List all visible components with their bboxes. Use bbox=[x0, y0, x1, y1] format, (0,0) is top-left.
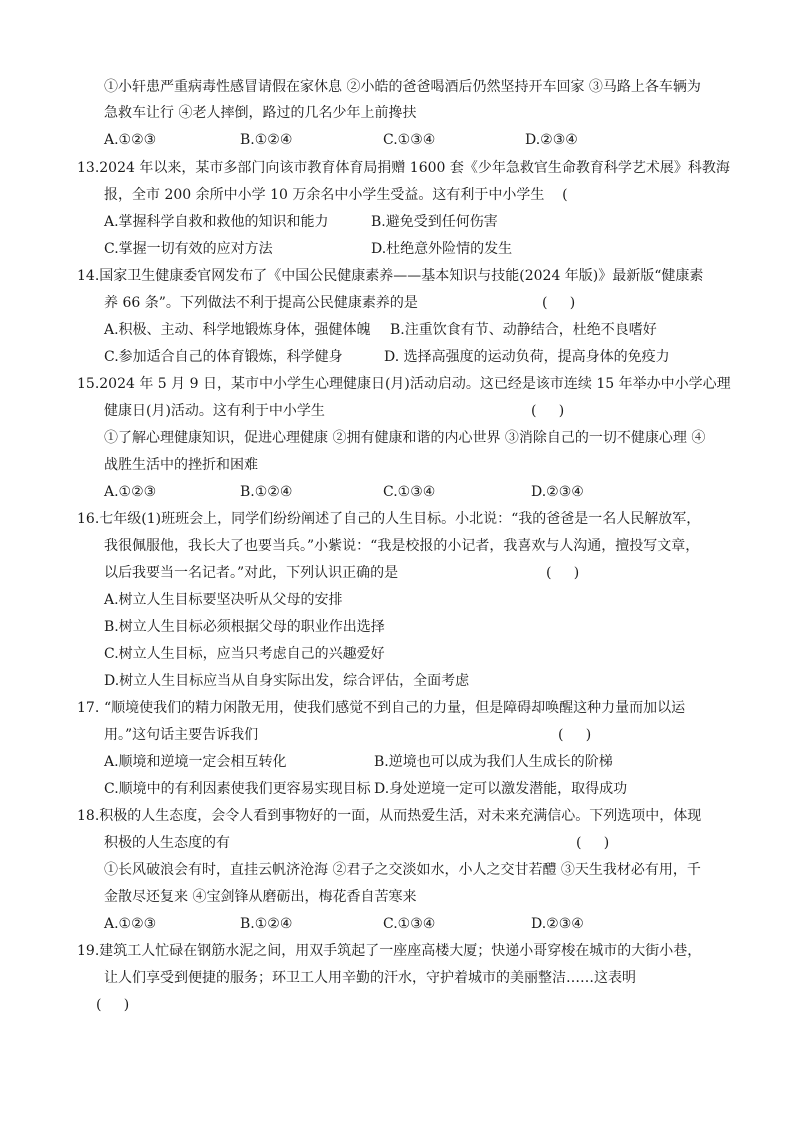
q15-stem-line2: 健康日(月)活动。这有利于中小学生 bbox=[104, 403, 325, 419]
q18-option-c: C.①③④ bbox=[383, 916, 436, 932]
q14-option-a: A.积极、主动、科学地锻炼身体，强健体魄 bbox=[104, 322, 371, 338]
q13-stem-line2: 报，全市 200 余所中小学 10 万余名中小学生受益。这有利于中小学生 ( bbox=[104, 187, 568, 203]
q17-option-b: B.逆境也可以成为我们人生成长的阶梯 bbox=[374, 754, 613, 770]
q18-content-line1: ①长风破浪会有时，直挂云帆济沧海 ②君子之交淡如水，小人之交甘若醴 ③天生我材必有用，千 bbox=[104, 862, 701, 878]
q14-stem-line2: 养 66 条”。下列做法不利于提高公民健康素养的是 bbox=[104, 295, 418, 311]
q15-content-line1: ①了解心理健康知识，促进心理健康 ②拥有健康和谐的内心世界 ③消除自己的一切不健康心理 ④ bbox=[104, 430, 706, 446]
q12-content-line2: 急救车让行 ④老人摔倒，路过的几名少年上前搀扶 bbox=[104, 105, 417, 121]
q13-option-a: A.掌握科学自救和救他的知识和能力 bbox=[104, 214, 329, 230]
q14-option-d: D. 选择高强度的运动负荷，提高身体的免疫力 bbox=[384, 349, 670, 365]
q16-option-a: A.树立人生目标要坚决听从父母的安排 bbox=[104, 592, 343, 608]
q14-stem-line1: 14.国家卫生健康委官网发布了《中国公民健康素养——基本知识与技能(2024 年版)》最新版“健康素 bbox=[77, 268, 704, 284]
q19-stem-line1: 19.建筑工人忙碌在钢筋水泥之间，用双手筑起了一座座高楼大厦；快递小哥穿梭在城市的大街小巷， bbox=[77, 943, 702, 959]
q18-stem-line1: 18.积极的人生态度，会令人看到事物好的一面，从而热爱生活，对未来充满信心。下列选项中，体现 bbox=[77, 808, 702, 824]
q15-option-d: D.②③④ bbox=[531, 484, 584, 500]
q18-option-a: A.①②③ bbox=[104, 916, 157, 932]
q12-option-d: D.②③④ bbox=[525, 132, 578, 148]
q15-answer-paren: ( ) bbox=[531, 403, 565, 419]
q15-option-a: A.①②③ bbox=[104, 484, 157, 500]
q14-option-c: C.参加适合自己的体育锻炼，科学健身 bbox=[104, 349, 343, 365]
q18-option-b: B.①②④ bbox=[240, 916, 293, 932]
q13-option-b: B.避免受到任何伤害 bbox=[371, 214, 498, 230]
q18-option-d: D.②③④ bbox=[531, 916, 584, 932]
q17-number: 17. bbox=[77, 700, 100, 716]
q17-option-c: C.顺境中的有利因素使我们更容易实现目标 bbox=[104, 781, 371, 797]
q18-answer-paren: ( ) bbox=[576, 835, 610, 851]
q16-answer-paren: ( ) bbox=[546, 565, 580, 581]
q12-content-line1: ①小轩患严重病毒性感冒请假在家休息 ②小皓的爸爸喝酒后仍然坚持开车回家 ③马路上各车辆为 bbox=[104, 79, 701, 95]
q16-stem-line2: 我很佩服他，我长大了也要当兵。”小紫说：“我是校报的小记者，我喜欢与人沟通，擅投写文章， bbox=[104, 538, 700, 554]
q19-stem-line2: 让人们享受到便捷的服务；环卫工人用辛勤的汗水，守护着城市的美丽整洁……这表明 bbox=[104, 970, 636, 986]
q16-stem-line1: 16.七年级(1)班班会上，同学们纷纷阐述了自己的人生目标。小北说：“我的爸爸是一名人民解放军， bbox=[77, 511, 701, 527]
q13-stem-line1: 13.2024 年以来，某市多部门向该市教育体育局捐赠 1600 套《少年急救官生命教育科学艺术展》科教海 bbox=[77, 160, 730, 176]
q13-option-d: D.杜绝意外险情的发生 bbox=[371, 241, 513, 257]
q18-stem-line2: 积极的人生态度的有 bbox=[104, 835, 230, 851]
q16-option-d: D.树立人生目标应当从自身实际出发，综合评估，全面考虑 bbox=[104, 673, 470, 689]
q19-answer-paren: ( ) bbox=[96, 997, 130, 1013]
q13-option-c: C.掌握一切有效的应对方法 bbox=[104, 241, 273, 257]
q16-option-b: B.树立人生目标必须根据父母的职业作出选择 bbox=[104, 619, 385, 635]
q12-option-a: A.①②③ bbox=[104, 132, 157, 148]
q12-option-c: C.①③④ bbox=[383, 132, 436, 148]
q15-stem-line1: 15.2024 年 5 月 9 日，某市中小学生心理健康日(月)活动启动。这已经是该市连续 15 年举办中小学心理 bbox=[77, 376, 731, 392]
q17-option-a: A.顺境和逆境一定会相互转化 bbox=[104, 754, 287, 770]
q12-option-b: B.①②④ bbox=[240, 132, 293, 148]
q16-option-c: C.树立人生目标，应当只考虑自己的兴趣爱好 bbox=[104, 646, 385, 662]
q18-content-line2: 金散尽还复来 ④宝剑锋从磨砺出，梅花香自苦寒来 bbox=[104, 889, 417, 905]
q14-option-b: B.注重饮食有节、动静结合，杜绝不良嗜好 bbox=[390, 322, 657, 338]
q17-answer-paren: ( ) bbox=[558, 727, 592, 743]
q17-option-d: D.身处逆境一定可以激发潜能，取得成功 bbox=[374, 781, 628, 797]
q16-stem-line3: 以后我要当一名记者。”对此，下列认识正确的是 bbox=[104, 565, 399, 581]
q14-answer-paren: ( ) bbox=[542, 295, 576, 311]
q15-content-line2: 战胜生活中的挫折和困难 bbox=[104, 457, 258, 473]
q15-option-b: B.①②④ bbox=[240, 484, 293, 500]
q17-stem-line1: “顺境使我们的精力闲散无用，使我们感觉不到自己的力量，但是障碍却唤醒这种力量而加以运 bbox=[104, 700, 686, 716]
q17-stem-line2: 用。”这句话主要告诉我们 bbox=[104, 727, 259, 743]
q15-option-c: C.①③④ bbox=[383, 484, 436, 500]
